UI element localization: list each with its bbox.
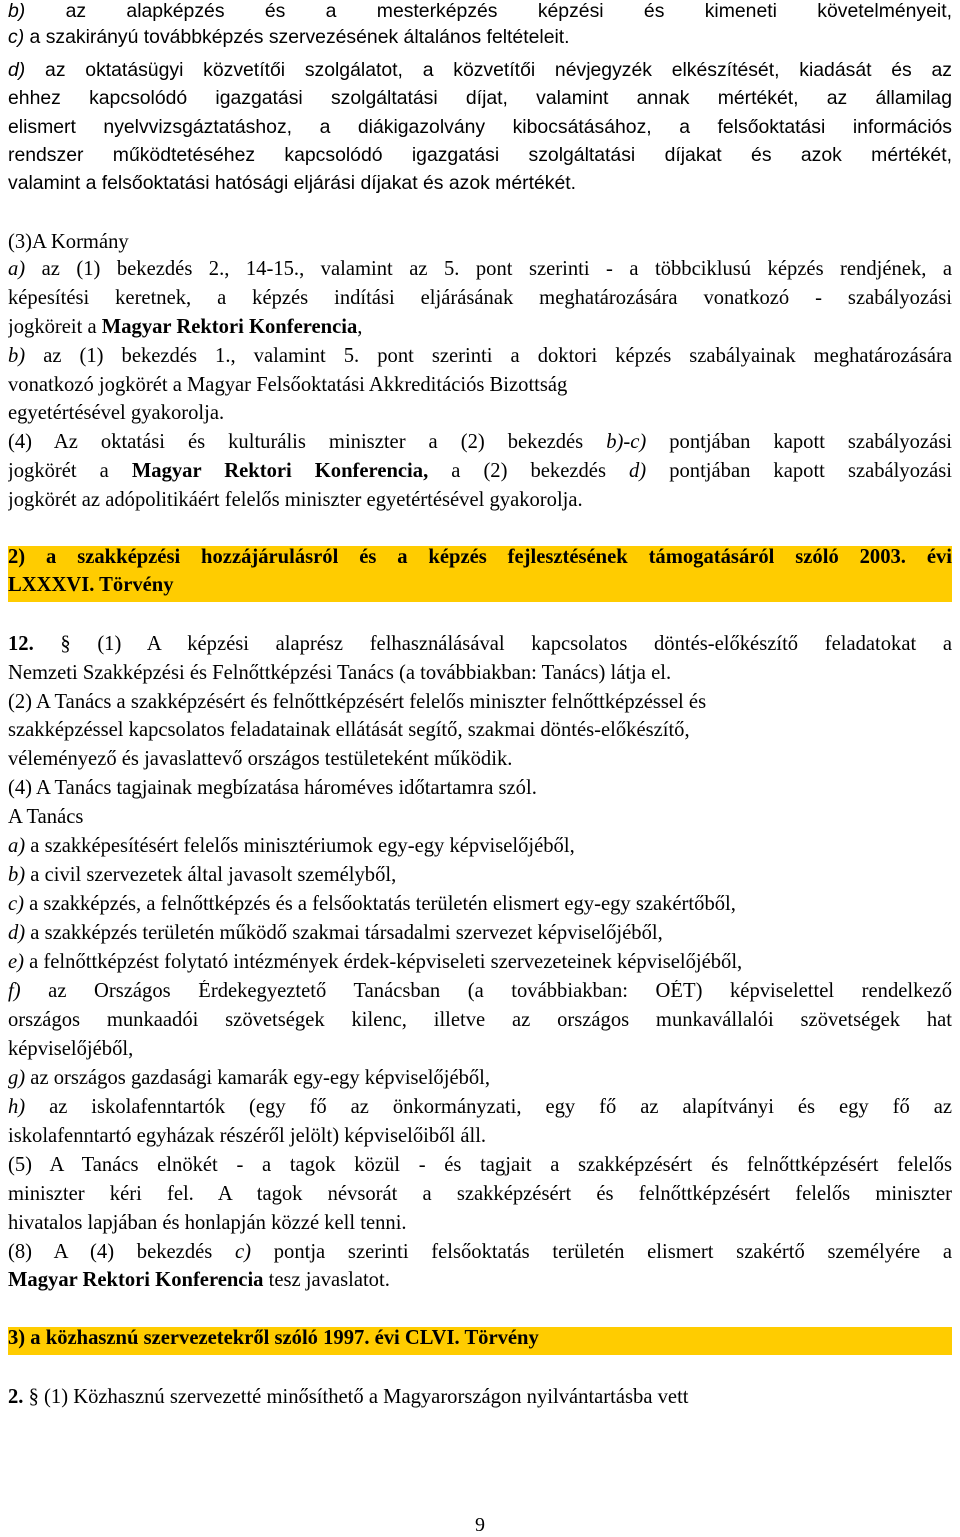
list-item: g) az országos gazdasági kamarák egy-egy képviselőjéből,: [8, 1067, 491, 1089]
section-heading: 2) a szakképzési hozzájárulásról és a képzés fejlesztésének támogatásáról szóló 2003. évi: [8, 546, 952, 574]
text-line: jogkörét az adópolitikáért felelős miniszter egyetértésével gyakorolja.: [8, 489, 583, 511]
text-line: b) az alapképzés és a mesterképzés képzési és kimeneti követelményeit,: [8, 0, 952, 22]
text-line: véleményező és javaslattevő országos testületeként működik.: [8, 748, 513, 770]
text-line: 2. § (1) Közhasznú szervezetté minősíthető a Magyarországon nyilvántartásba vett: [8, 1386, 689, 1408]
text-line: jogkörét a Magyar Rektori Konferencia, a (2) bekezdés d) pontjában kapott szabályozási: [8, 460, 952, 482]
text-line: szakképzéssel kapcsolatos feladatainak ellátását segítő, szakmai döntés-előkészítő,: [8, 719, 690, 741]
text-line: valamint a felsőoktatási hatósági eljárási díjakat és azok mértékét.: [8, 172, 576, 194]
list-item: f) az Országos Érdekegyeztető Tanácsban (a továbbiakban: OÉT) képviselettel rendelkező: [8, 980, 952, 1002]
list-item: c) a szakképzés, a felnőttképzés és a felsőoktatás területén elismert egy-egy szakértőből,: [8, 893, 736, 915]
text-line: jogköreit a Magyar Rektori Konferencia,: [8, 316, 363, 338]
text-line: A Tanács: [8, 806, 84, 828]
list-item: b) a civil szervezetek által javasolt személyből,: [8, 864, 397, 886]
list-item: h) az iskolafenntartók (egy fő az önkormányzati, egy fő az alapítványi és egy fő az: [8, 1096, 952, 1118]
text-line: Nemzeti Szakképzési és Felnőttképzési Tanács (a továbbiakban: Tanács) látja el.: [8, 662, 672, 684]
text-line: (8) A (4) bekezdés c) pontja szerinti felsőoktatás területén elismert szakértő személyére a: [8, 1241, 952, 1263]
list-item: d) a szakképzés területén működő szakmai társadalmi szervezet képviselőjéből,: [8, 922, 663, 944]
text-line: képesítési keretnek, a képzés indítási eljárásának meghatározására vonatkozó - szabályozási: [8, 287, 952, 309]
section-heading: LXXXVI. Törvény: [8, 574, 952, 602]
list-item: a) a szakképesítésért felelős minisztériumok egy-egy képviselőjéből,: [8, 835, 575, 857]
section-heading: 3) a közhasznú szervezetekről szóló 1997. évi CLVI. Törvény: [8, 1327, 952, 1355]
text-line: vonatkozó jogkörét a Magyar Felsőoktatási Akkreditációs Bizottság: [8, 374, 568, 396]
page-number: 9: [475, 1514, 485, 1536]
list-item: e) a felnőttképzést folytató intézmények érdek-képviseleti szervezeteinek képviselőjéből,: [8, 951, 743, 973]
text-line: (3)A Kormány: [8, 231, 129, 253]
text-line: a) az (1) bekezdés 2., 14-15., valamint az 5. pont szerinti - a többciklusú képzés rendjének, a: [8, 258, 952, 280]
text-line: c) a szakirányú továbbképzés szervezésének általános feltételeit.: [8, 26, 570, 48]
text-line: ehhez kapcsolódó igazgatási szolgáltatási díjat, valamint annak mértékét, az államilag: [8, 87, 952, 109]
text-line: iskolafenntartó egyházak részéről jelölt) képviselőiből áll.: [8, 1125, 487, 1147]
text-line: képviselőjéből,: [8, 1038, 134, 1060]
text-line: 12. § (1) A képzési alaprész felhasználásával kapcsolatos döntés-előkészítő feladatokat a: [8, 633, 952, 655]
text-line: elismert nyelvvizsgáztatáshoz, a diákigazolvány kibocsátásához, a felsőoktatási információs: [8, 116, 952, 138]
text-line: b) az (1) bekezdés 1., valamint 5. pont szerinti a doktori képzés szabályainak meghatározására: [8, 345, 952, 367]
text-line: (5) A Tanács elnökét - a tagok közül - és tagjait a szakképzésért és felnőttképzésért felelős: [8, 1154, 952, 1176]
text-line: hivatalos lapjában és honlapján közzé kell tenni.: [8, 1212, 407, 1234]
text-line: (4) Az oktatási és kulturális miniszter a (2) bekezdés b)-c) pontjában kapott szabályozási: [8, 431, 952, 453]
text-line: (2) A Tanács a szakképzésért és felnőttképzésért felelős miniszter felnőttképzéssel és: [8, 691, 707, 713]
text-line: egyetértésével gyakorolja.: [8, 402, 225, 424]
text-line: Magyar Rektori Konferencia tesz javaslatot.: [8, 1269, 390, 1291]
text-line: országos munkaadói szövetségek kilenc, illetve az országos munkavállalói szövetségek hat: [8, 1009, 952, 1031]
text-line: miniszter kéri fel. A tagok névsorát a szakképzésért és felnőttképzésért felelős miniszter: [8, 1183, 952, 1205]
text-line: (4) A Tanács tagjainak megbízatása hároméves időtartamra szól.: [8, 777, 537, 799]
text-line: d) az oktatásügyi közvetítői szolgálatot, a közvetítői névjegyzék elkészítését, kiadását és az: [8, 59, 952, 81]
text-line: rendszer működtetéséhez kapcsolódó igazgatási szolgáltatási díjakat és azok mértékét,: [8, 144, 952, 166]
